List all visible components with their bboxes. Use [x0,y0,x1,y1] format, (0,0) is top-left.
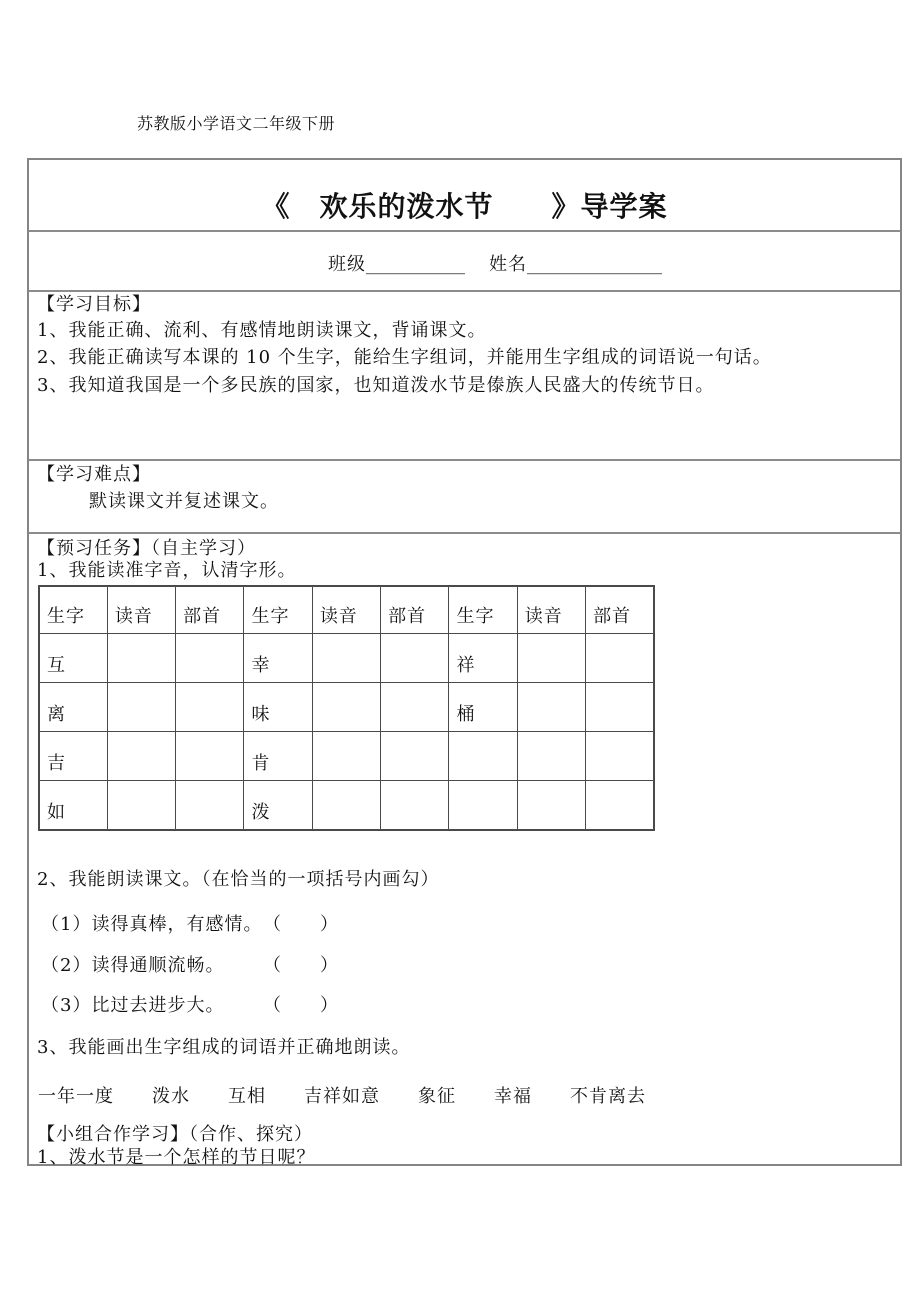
table-row [39,683,654,732]
empty-cell [312,781,380,831]
reading-option-2 [41,955,339,976]
class-label: 班级 [328,254,366,275]
col-header: 生字 [449,586,517,634]
empty-cell [517,634,585,683]
reading-option-3 [41,995,339,1016]
empty-cell [381,683,449,732]
empty-cell [449,781,517,831]
empty-cell [586,732,654,781]
preview-task1: 1、我能读准字音，认清字形。 [37,560,297,581]
empty-cell [176,781,244,831]
empty-cell [517,732,585,781]
empty-cell [176,732,244,781]
char-cell: 肯 [244,732,312,781]
empty-cell [312,634,380,683]
difficulty-text: 默读课文并复述课文。 [89,491,279,512]
char-cell: 离 [39,683,107,732]
name-label: 姓名 [489,254,527,275]
char-cell: 互 [39,634,107,683]
empty-cell [107,683,175,732]
empty-cell [107,732,175,781]
col-header: 生字 [244,586,312,634]
empty-cell [176,683,244,732]
vocab-word: 不肯离去 [570,1086,646,1107]
option-label: （2）读得通顺流畅。 [41,955,225,976]
empty-cell [312,683,380,732]
table-header-row [39,586,654,634]
char-cell: 泼 [244,781,312,831]
vocabulary-word-list [38,1082,646,1108]
objective-item-3: 3、我知道我国是一个多民族的国家，也知道泼水节是傣族人民盛大的传统节日。 [37,375,715,396]
worksheet-title: 《 欢乐的泼水节 》导学案 [261,190,668,223]
option-label: （1）读得真棒，有感情。 [41,914,263,935]
col-header: 部首 [381,586,449,634]
option-bracket: （ ） [263,995,339,1016]
edition-header: 苏教版小学语文二年级下册 [137,114,336,133]
row-divider [29,230,900,232]
empty-cell [586,634,654,683]
preview-heading: 【预习任务】（自主学习） [37,538,256,559]
vocab-word: 互相 [228,1086,266,1107]
char-cell: 祥 [449,634,517,683]
name-blank-line: _______________ [527,254,662,275]
group-learning-heading: 【小组合作学习】（合作、探究） [37,1124,313,1145]
worksheet-outer-table [27,158,902,1166]
row-divider [29,532,900,534]
col-header: 读音 [107,586,175,634]
option-label: （3）比过去进步大。 [41,995,225,1016]
empty-cell [107,781,175,831]
preview-task3: 3、我能画出生字组成的词语并正确地朗读。 [37,1037,411,1058]
objectives-heading: 【学习目标】 [37,294,151,315]
col-header: 部首 [176,586,244,634]
empty-cell [381,781,449,831]
char-cell: 桶 [449,683,517,732]
empty-cell [107,634,175,683]
empty-cell [517,683,585,732]
empty-cell [381,634,449,683]
col-header: 读音 [312,586,380,634]
vocab-word: 泼水 [152,1086,190,1107]
student-info-row [328,254,662,275]
reading-option-1 [41,914,339,935]
char-cell: 如 [39,781,107,831]
empty-cell [381,732,449,781]
char-cell: 味 [244,683,312,732]
empty-cell [586,781,654,831]
option-bracket: （ ） [263,955,339,976]
group-learning-question-1: 1、泼水节是一个怎样的节日呢？ [37,1147,316,1168]
empty-cell [449,732,517,781]
vocab-word: 一年一度 [38,1086,114,1107]
empty-cell [176,634,244,683]
col-header: 部首 [586,586,654,634]
vocab-word: 吉祥如意 [304,1086,380,1107]
empty-cell [312,732,380,781]
table-row [39,732,654,781]
class-blank-line: ___________ [366,254,465,275]
empty-cell [586,683,654,732]
preview-task2: 2、我能朗读课文。（在恰当的一项括号内画勾） [37,869,440,890]
col-header: 读音 [517,586,585,634]
table-row [39,634,654,683]
char-cell: 幸 [244,634,312,683]
difficulty-heading: 【学习难点】 [37,464,151,485]
vocab-word: 象征 [418,1086,456,1107]
option-bracket: （ ） [263,914,339,935]
empty-cell [517,781,585,831]
table-row [39,781,654,831]
char-cell: 吉 [39,732,107,781]
objective-item-1: 1、我能正确、流利、有感情地朗读课文，背诵课文。 [37,320,487,341]
vocab-word: 幸福 [494,1086,532,1107]
row-divider [29,290,900,292]
character-table [38,585,655,831]
row-divider [29,459,900,461]
objective-item-2: 2、我能正确读写本课的 10 个生字，能给生字组词，并能用生字组成的词语说一句话。 [37,347,772,368]
col-header: 生字 [39,586,107,634]
